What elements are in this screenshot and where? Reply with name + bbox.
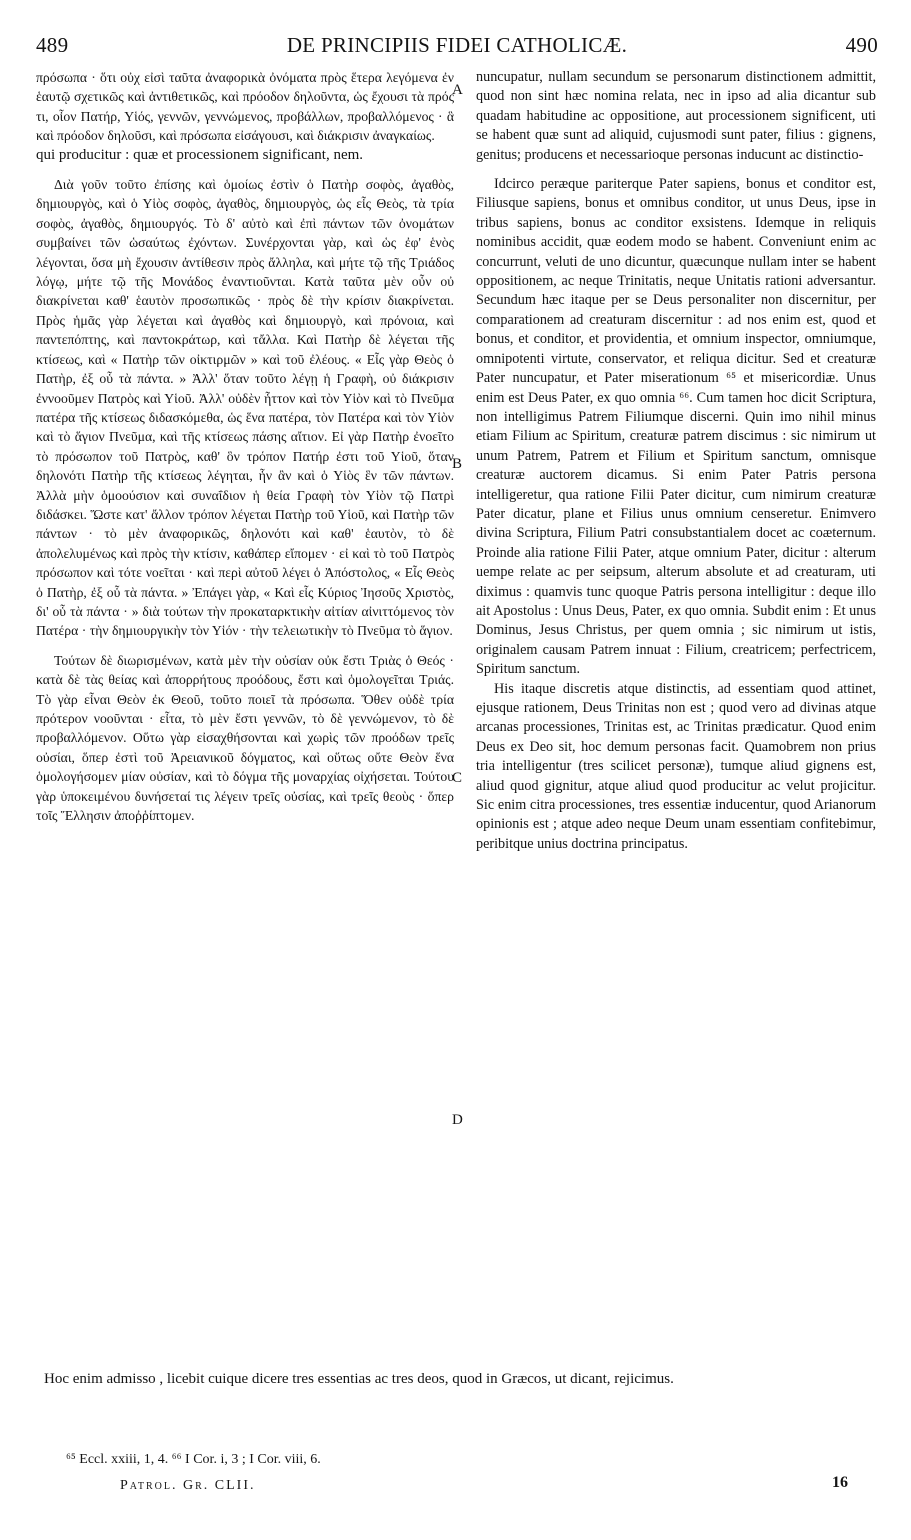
margin-letter-b: B bbox=[452, 456, 463, 472]
running-header bbox=[36, 33, 878, 57]
bottom-latin-line: Hoc enim admisso , licebit cuique dicere tres essentias ac tres deos, quod in Græcos, ut dicant, rejicimus. bbox=[44, 1371, 674, 1387]
margin-letter-c: C bbox=[452, 770, 463, 786]
latin-continuation-line: qui producitur : quæ et processionem significant, nem. bbox=[36, 146, 364, 163]
greek-column bbox=[36, 68, 454, 825]
footnotes: ⁶⁵ Eccl. xxiii, 1, 4. ⁶⁶ I Cor. i, 3 ; I Cor. viii, 6. bbox=[66, 1452, 321, 1467]
page-number-left: 489 bbox=[36, 33, 69, 57]
margin-letter-d: D bbox=[452, 1112, 463, 1128]
page-number-right: 490 bbox=[845, 33, 878, 57]
greek-paragraph-1: πρόσωπα · ὅτι οὐχ εἰσὶ ταῦτα ἀναφορικὰ ὀνόματα πρὸς ἕτερα λεγόμενα ἐν ἑαυτῷ σχετικῶς καὶ ἀντιθετικῶς, καὶ πρόοδον δηλοῦντα, ὡς ἔχουσι τὰ πρός τι, οἷον Πατήρ, Υἱός, γεννῶν, γεννώμενος, προβάλλων, προβαλλόμενος · ἃ καὶ πρόοδον δηλοῦσι, καὶ πρόσωπα εἰσάγουσι, καὶ διάκρισιν ἀναγκαίως. bbox=[36, 70, 454, 144]
printer-signature: Patrol. Gr. CLII. bbox=[120, 1478, 256, 1493]
margin-letter-a: A bbox=[452, 82, 463, 98]
greek-paragraph-3: Τούτων δὲ διωρισμένων, κατὰ μὲν τὴν οὐσίαν οὐκ ἔστι Τριὰς ὁ Θεός · κατὰ δὲ τὰς θείας καὶ ἀπορρήτους προόδους, ἔστι καὶ ὁμολογεῖται Τριάς. Τὸ γὰρ εἶναι Θεὸν ἐκ Θεοῦ, τοῦτο ποιεῖ τὰ πρόσωπα. Ὅθεν οὐδὲ τρία πρότερον νοοῦνται · εἶτα, τὸ μὲν ἔστι γεννῶν, τὸ δὲ γεννώμενον, τὸ δὲ προβαλλόμενον. Οὕτω γὰρ εἰσαχθήσονται καὶ χωρὶς τῶν προόδων τρεῖς οὐσίαι, ὅπερ ἐστὶ τοῦ Ἀρειανικοῦ δόγματος, καὶ οὕτως οὔτε Θεὸν ἕνα ὁμολογήσομεν μίαν οὐσίαν, καὶ τὸ δόγμα τῆς μοναρχίας οἰχήσεται. Τούτου γὰρ ὑποκειμένου δυνήσεταί τις λέγειν τρεῖς οὐσίας, καὶ τρεῖς θεοὺς · ὅπερ τοῖς Ἕλλησιν ἀποῤῥίπτομεν. bbox=[36, 652, 454, 824]
greek-paragraph-2: Διὰ γοῦν τοῦτο ἐπίσης καὶ ὁμοίως ἐστὶν ὁ Πατὴρ σοφὸς, ἀγαθὸς, δημιουργὸς, καὶ ὁ Υἱὸς σοφὸς, ἀγαθὸς, δημιουργὸς, ὡς εἷς Θεὸς, τὰ τρία σοφὸς, ἀγαθὸς, δημιουργός. Τὸ δ' αὐτὸ καὶ ἐπὶ πάντων τῶν ὀνομάτων συμβαίνει τῶν ὡσαύτως ἐχόντων. Συνέρχονται γὰρ, καὶ ὡς ἐφ' ἑνὸς λέγονται, ὅσα μὴ ἔχουσιν ἀντίθεσιν πρὸς ἄλληλα, καὶ μήτε τῷ τῆς Τριάδος λόγῳ, μήτε τῷ τῆς Μονάδος ἐναντιοῦνται. Κατὰ ταῦτα μὲν οὖν οὐ διακρίνεται καθ' ἑαυτὸν προσωπικῶς · πρὸς δὲ τὴν κρίσιν διακρίνεται. Πρὸς ἡμᾶς γὰρ λέγεται καὶ ἀγαθὸς καὶ δημιουργὸ, καὶ πρόνοια, καὶ παντεπόπτης, καὶ παντοκράτωρ, καὶ τἄλλα. Καὶ Πατὴρ δὲ λέγεται τῆς κτίσεως, καὶ « Πατὴρ τῶν οἰκτιρμῶν » καὶ τοῦ ἐλέους. « Εἷς γὰρ Θεὸς ὁ Πατὴρ, ἐξ οὗ τὰ πάντα. » Ἀλλ' ὅταν τοῦτο λέγῃ ἡ Γραφὴ, οὐ διάκρισιν ἐννοοῦμεν Πατρὸς καὶ Υἱοῦ. Ἀλλ' οὐδὲν ἧττον καὶ τὸν Υἱὸν καὶ τὸ Πνεῦμα πατέρα τῆς κτίσεως διδασκόμεθα, ὡς ἕνα πατέρα, τὸν Πατέρα καὶ τὸν Υἱὸν καὶ τὸ ἅγιον Πνεῦμα, καὶ τῆς κτίσεως πάσης αἴτιον. Εἰ γὰρ Πατὴρ ἐνοεῖτο τὸ πρόσωπον τοῦ Πατρὸς, καθ' ὃν τρόπον Πατήρ ἐστι τοῦ Υἱοῦ, ὅταν δηλονότι Πατὴρ τῆς κτίσεως λέγηται, ἦν ἂν καὶ ὁ Υἱὸς ἓν τῶν πάντων. Ἀλλὰ μὴν ὁμοούσιον καὶ συναΐδιον ἡ θεία Γραφὴ τὸν Υἱὸν τῷ Πατρὶ διδάσκει. Ὥστε κατ' ἄλλον τρόπον λέγεται Πατὴρ τοῦ Υἱοῦ, καὶ Πατὴρ τῶν πάντων · τὸ μὲν ἀναφορικῶς, δηλονότι καὶ καθ' ἑαυτὸν, τὸ δὲ ἀπολελυμένως καὶ πρὸς τὴν κτίσιν, καθάπερ εἴπομεν · εἰ καὶ τὸ τοῦ Πατρὸς πρόσωπον καὶ τότε νοεῖται · καὶ περὶ αὐτοῦ λέγει ὁ Ἀπόστολος, « Εἷς Θεὸς ὁ Πατὴρ, ἐξ οὗ τὰ πάντα. » Ἐπάγει γὰρ, « Καὶ εἷς Κύριος Ἰησοῦς Χριστὸς, δι' οὗ τὰ πάντα · » διὰ τούτων τὴν προκαταρκτικὴν αἰτίαν αἰνιττόμενος τὸν Πατέρα · τὴν δημιουργικὴν τὸν Υἱόν · τὴν τελειωτικὴν τὸ Πνεῦμα τὸ ἅγιον. bbox=[36, 177, 454, 639]
sheet-number: 16 bbox=[832, 1474, 848, 1491]
latin-paragraph-3: His itaque discretis atque distinctis, ad essentiam quod attinet, ejusque rationem, Deus Trinitas non est ; quod vero ad divinas atque arcanas processiones, Trinitas est, ac Trinitas prædicatur. Quod enim Deus ex Deo sit, hoc demum personas facit. Quamobrem non prius tria intelligentur (tres scilicet personæ), tumque aliud gignens est, aliud quod gignitur, atque aliud quod producitur ac velut projicitur. Sic enim citra processiones, tres essentiæ inducentur, quod Arianorum opinionis est ; atque adeo neque Deum unam essentiam confitebimur, peribitque unius doctrina principatus. bbox=[476, 680, 876, 852]
latin-column bbox=[476, 68, 876, 854]
latin-paragraph-1: nuncupatur, nullam secundum se personarum distinctionem admittit, quod non sint hæc nomina relata, nec in ipso ad alia dicantur sub quadam habitudine ac oppositione, aut processionem significent, uti se habent quæ sunt ad aliquid, cujusmodi sunt pater, filius : gignens, genitus; producens et necessarioque personas inducunt ac distinctio- bbox=[476, 69, 876, 163]
latin-paragraph-2: Idcirco peræque pariterque Pater sapiens, bonus et conditor est, Filiusque sapiens, bonus et omnibus conditor, ut unus Deus, ipse in tribus sapiens, bonus ac conditor exsistens. Idemque in reliquis nominibus accidit, quæ eodem modo se habent. Conveniunt enim ac concurrunt, veluti de uno dicuntur, quæcunque nullam inter se habent oppositionem, ac neque Trinitatis, neque Unitatis rationi adversantur. Secundum hæc itaque per se Deus personaliter non discernitur, per comparationem ad creaturam discernitur : ad nos enim est, quod et bonus, et conditor, et providentia, et omnium inspector, omniumque, omnipotenti virtute, conservator, et reliqua dicitur. Sed et creaturæ Pater nuncupatur, et Pater miserationum ⁶⁵ et misericordiæ. Unus enim est Deus Pater, ex quo omnia ⁶⁶. Cum tamen hoc dicit Scriptura, non intelligimus Patrem Filiumque discerni. Quin imo nihil minus etiam Filium ac Spiritum, creaturæ patrem discimus : sic nimirum ut unum Patrem, Patrem et Filium et Spiritum sanctum, omnisque creaturæ auctorem dicamus. Si enim Pater Patris persona intelligeretur, qua ratione Filii Pater dicitur, cum nimirum creaturæ Pater dicatur, plane et Filius unus omnium censeretur. Enimvero divina Scriptura, Filium Patri consubstantialem docet ac coæternum. Proinde alia ratione Filii Pater, atque omnium Pater, dicitur : alterum uempe relate ac per seipsum, alterum absolute et ad creaturam, uti diximus : quamvis tunc quoque Patris persona intelligitur : deque illo ait Apostolus : Unus Deus, Pater, ex quo omnia. Subdit enim : Et unus Dominus, Jesus Christus, per quem omnia ; sic nimirum ut istis, originalem causam Patrem innuat : Filium, creatricem; perfectricem, Spiritum sanctum. bbox=[476, 176, 876, 678]
running-title: DE PRINCIPIIS FIDEI CATHOLICÆ. bbox=[286, 33, 628, 57]
